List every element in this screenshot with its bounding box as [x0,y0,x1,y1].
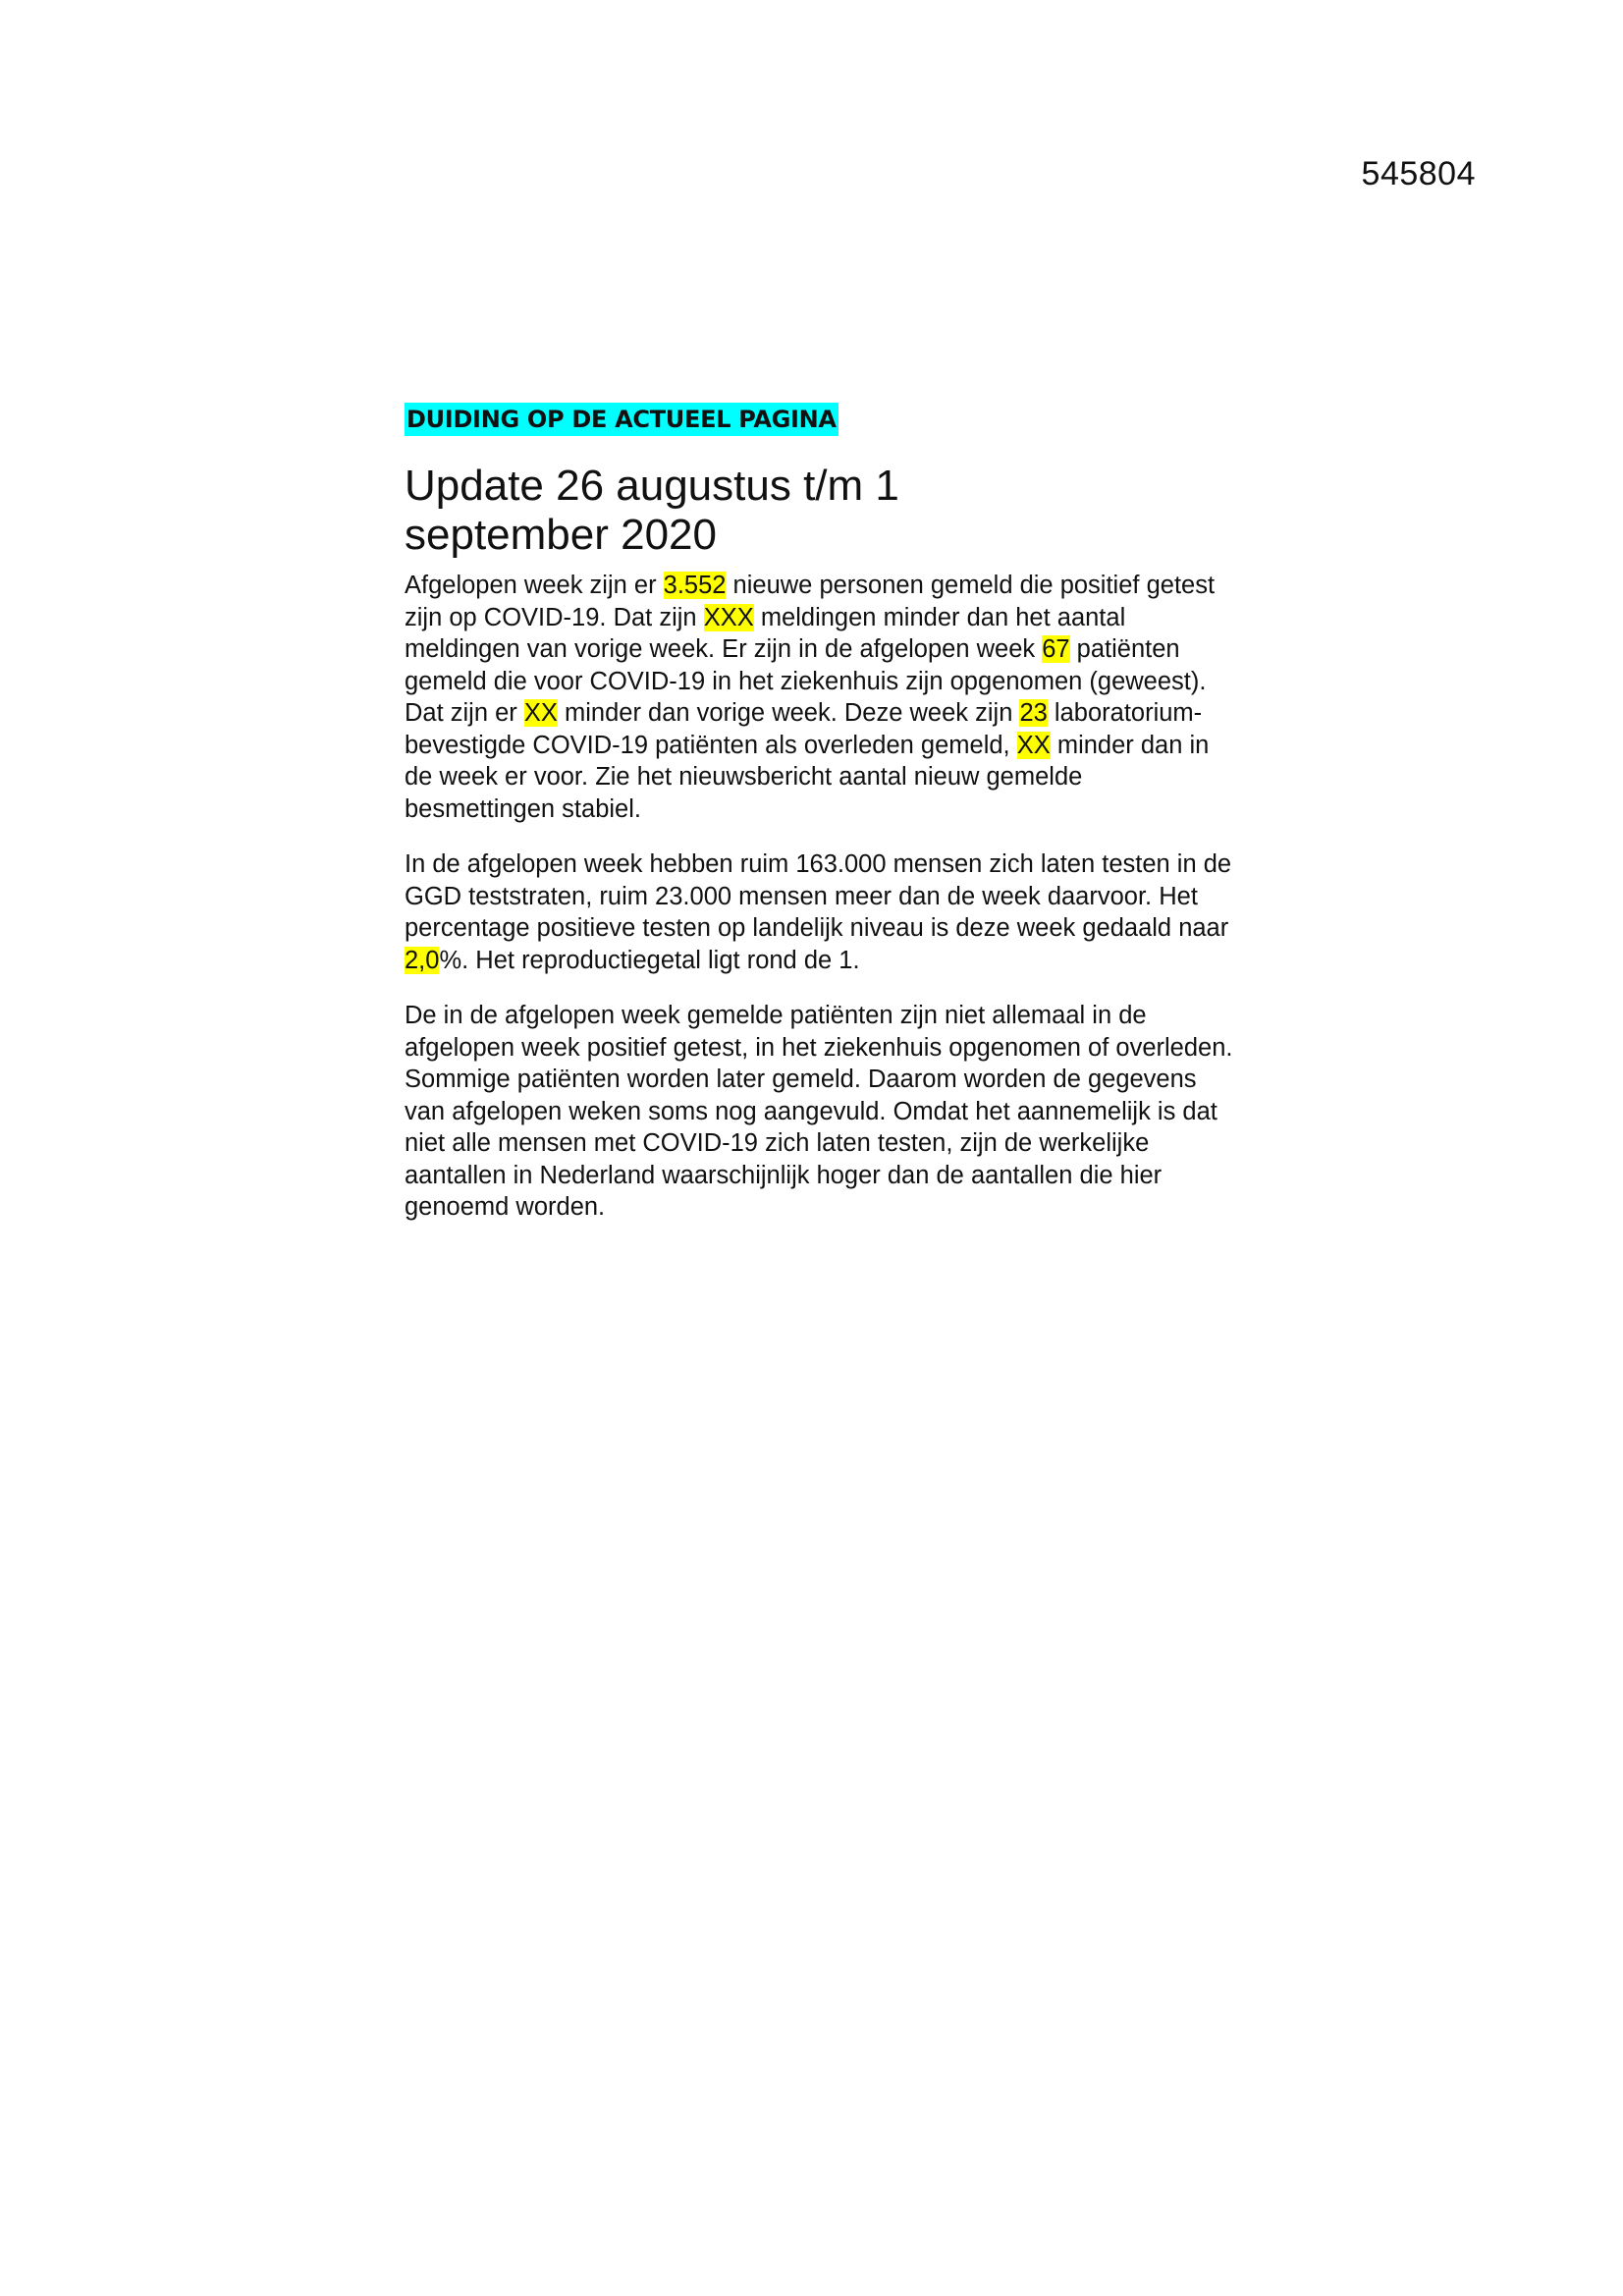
highlighted-death-difference: XX [1016,731,1051,759]
highlighted-deaths: 23 [1019,699,1048,727]
highlighted-report-difference: XXX [703,603,754,631]
document-number: 545804 [1361,155,1476,192]
text-segment: nieuwe personen gemeld die positief getest zijn op COVID-19. Dat zijn [405,572,1216,631]
paragraph-weekly-figures [405,570,1239,825]
text-segment: patiënten gemeld die voor COVID-19 in het ziekenhuis zijn opgenomen (geweest). Dat zijn er [405,635,1207,727]
paragraph-disclaimer: De in de afgelopen week gemelde patiënten zijn niet allemaal in de afgelopen week positief getest, in het ziekenhuis opgenomen of overleden. Sommige patiënten worden later gemeld. Daarom worden de gegevens van afgelopen weken soms nog aangevuld. Omdat het aannemelijk is dat niet alle mensen met COVID-19 zich laten testen, zijn de werkelijke aantallen in Nederland waarschijnlijk hoger dan de aantallen die hier genoemd worden. [405,1002,1233,1221]
highlighted-hospital-admissions: 67 [1042,635,1070,663]
document-body [405,403,1239,1247]
paragraph-testing [405,848,1239,976]
text-segment: meldingen minder dan het aantal meldingen van vorige week. Er zijn in de afgelopen week [405,603,1126,663]
highlighted-new-cases: 3.552 [663,572,727,599]
text-segment: %. Het reproductiegetal ligt rond de 1. [439,946,860,974]
highlighted-positive-percentage: 2,0 [405,946,440,974]
text-segment: In de afgelopen week hebben ruim 163.000 mensen zich laten testen in de GGD teststraten, ruim 23.000 mensen meer dan de week daarvoor. Het percentage positieve testen op landelijk niveau is deze week gedaald naar [405,850,1232,942]
text-segment: minder dan in de week er voor. Zie het nieuwsbericht aantal nieuw gemelde besmettingen stabiel. [405,731,1210,823]
section-label: DUIDING OP DE ACTUEEL PAGINA [405,403,839,436]
highlighted-admission-difference: XX [523,699,558,727]
page-title: Update 26 augustus t/m 1 september 2020 [405,462,899,559]
text-segment: laboratorium-bevestigde COVID-19 patiënten als overleden gemeld, [405,699,1203,759]
text-segment: Afgelopen week zijn er [405,572,664,599]
text-segment: minder dan vorige week. Deze week zijn [557,699,1020,727]
